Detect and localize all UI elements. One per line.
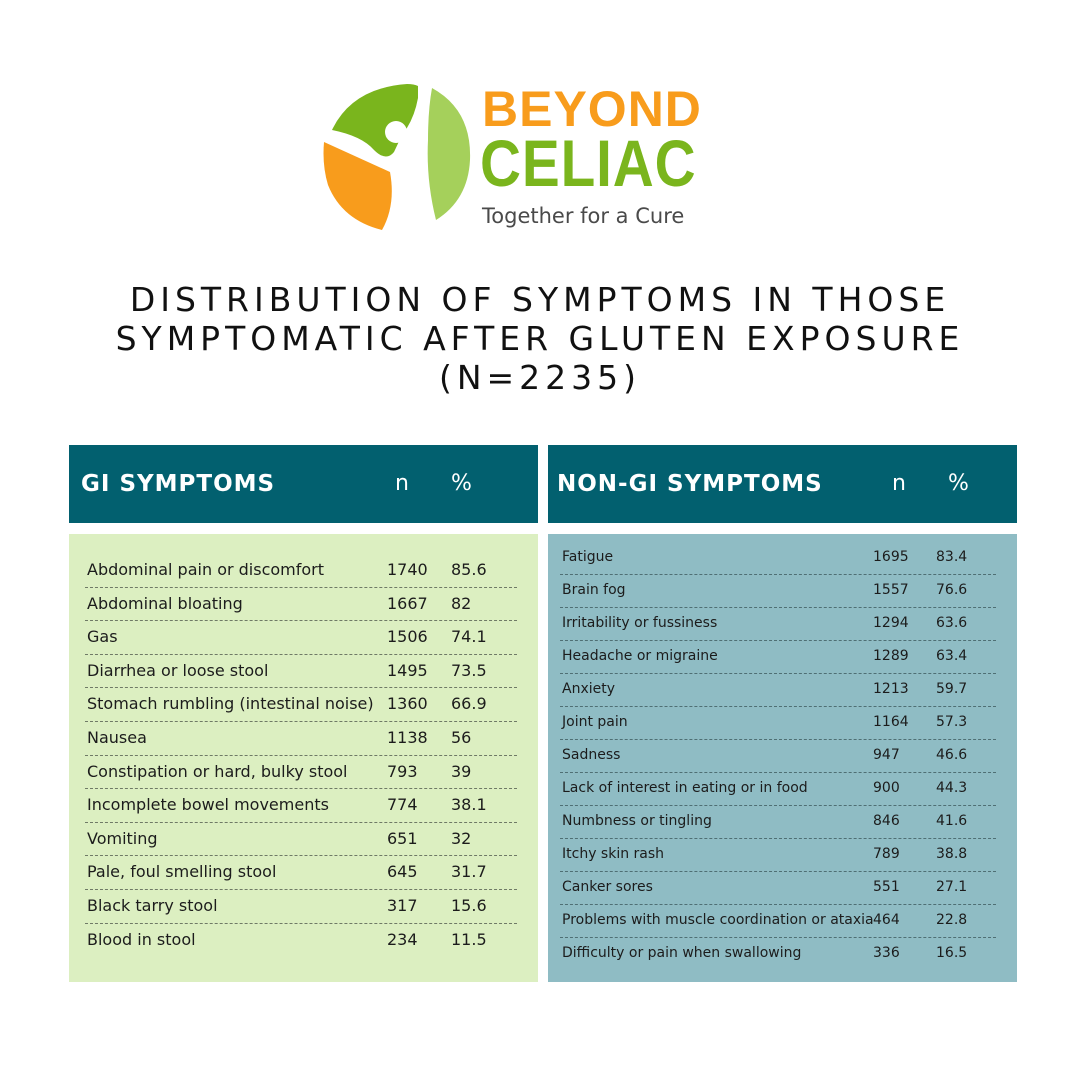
symptom-percent: 16.5	[936, 945, 968, 961]
table-row	[85, 621, 517, 655]
table-row	[560, 905, 996, 938]
symptom-count: 947	[873, 747, 900, 763]
non-gi-n-header: n	[892, 471, 906, 496]
brand-mark-icon	[322, 80, 482, 240]
table-row	[85, 856, 517, 890]
symptom-percent: 44.3	[936, 780, 968, 796]
symptom-name: Stomach rumbling (intestinal noise)	[87, 694, 374, 714]
symptom-count: 1289	[873, 648, 909, 664]
table-row	[560, 806, 996, 839]
symptom-percent: 57.3	[936, 714, 968, 730]
symptom-name: Diarrhea or loose stool	[87, 660, 269, 680]
brand-name-line1: BEYOND	[482, 81, 702, 137]
gi-n-header: n	[395, 471, 409, 496]
gi-pct-header: %	[451, 471, 472, 496]
symptom-count: 774	[387, 795, 418, 815]
symptom-count: 1360	[387, 694, 428, 714]
table-row	[85, 655, 517, 689]
symptom-count: 645	[387, 862, 418, 882]
title-line2: SYMPTOMATIC AFTER GLUTEN EXPOSURE	[115, 319, 965, 358]
symptom-percent: 39	[451, 761, 472, 781]
table-row	[85, 554, 517, 588]
symptom-percent: 31.7	[451, 862, 487, 882]
symptom-percent: 73.5	[451, 660, 487, 680]
symptom-percent: 11.5	[451, 929, 487, 949]
symptom-count: 464	[873, 912, 900, 928]
symptom-percent: 38.1	[451, 795, 487, 815]
symptom-count: 1164	[873, 714, 909, 730]
table-row	[560, 575, 996, 608]
table-row	[85, 588, 517, 622]
symptom-percent: 82	[451, 593, 472, 613]
symptom-count: 1695	[873, 549, 909, 565]
non-gi-table-body	[548, 534, 1017, 982]
table-row	[560, 839, 996, 872]
symptom-count: 317	[387, 896, 418, 915]
symptom-name: Vomiting	[87, 828, 158, 848]
symptom-count: 1506	[387, 627, 428, 647]
symptom-name: Constipation or hard, bulky stool	[87, 761, 348, 781]
symptom-count: 336	[873, 945, 900, 961]
symptom-name: Irritability or fussiness	[562, 615, 718, 631]
symptom-percent: 83.4	[936, 549, 968, 565]
symptom-percent: 66.9	[451, 694, 487, 714]
symptom-percent: 56	[451, 728, 472, 747]
symptom-count: 1740	[387, 560, 428, 579]
symptom-count: 900	[873, 780, 900, 796]
gi-heading: GI SYMPTOMS	[81, 471, 276, 497]
title-line1: DISTRIBUTION OF SYMPTOMS IN THOSE	[129, 280, 951, 319]
symptom-name: Blood in stool	[87, 929, 196, 949]
symptom-name: Problems with muscle coordination or ataxia	[562, 912, 874, 928]
symptom-count: 234	[387, 929, 418, 949]
symptom-percent: 63.6	[936, 615, 968, 631]
gi-table-body	[69, 534, 538, 982]
symptom-percent: 76.6	[936, 582, 968, 598]
table-row	[560, 872, 996, 905]
symptom-percent: 32	[451, 828, 472, 848]
symptom-count: 789	[873, 846, 900, 862]
symptom-name: Gas	[87, 627, 118, 647]
brand-name-line2: CELIAC	[480, 126, 697, 200]
table-row	[85, 756, 517, 790]
symptom-name: Lack of interest in eating or in food	[562, 780, 808, 796]
page-title	[40, 280, 1040, 397]
symptom-name: Brain fog	[562, 582, 626, 598]
symptom-name: Fatigue	[562, 549, 614, 565]
symptom-name: Nausea	[87, 728, 147, 747]
table-row	[560, 608, 996, 641]
table-row	[85, 890, 517, 924]
symptom-percent: 74.1	[451, 627, 487, 647]
symptom-name: Joint pain	[562, 714, 628, 730]
symptom-percent: 41.6	[936, 813, 968, 829]
non-gi-heading: NON-GI SYMPTOMS	[557, 471, 823, 497]
title-line3: (N=2235)	[438, 358, 642, 397]
table-row	[560, 740, 996, 773]
symptom-percent: 15.6	[451, 896, 487, 915]
gi-table-header	[69, 445, 538, 523]
table-row	[560, 773, 996, 806]
symptom-percent: 22.8	[936, 912, 968, 928]
symptom-name: Difficulty or pain when swallowing	[562, 945, 802, 961]
symptom-count: 1294	[873, 615, 909, 631]
symptom-name: Abdominal pain or discomfort	[87, 560, 325, 579]
non-gi-table-header	[548, 445, 1017, 523]
table-row	[85, 823, 517, 857]
symptom-count: 1213	[873, 681, 909, 697]
symptom-count: 793	[387, 761, 418, 781]
table-row	[85, 924, 517, 958]
symptom-count: 1557	[873, 582, 909, 598]
table-row	[560, 641, 996, 674]
symptom-percent: 27.1	[936, 879, 968, 895]
symptom-name: Abdominal bloating	[87, 593, 243, 613]
symptom-count: 1667	[387, 593, 428, 613]
symptom-name: Pale, foul smelling stool	[87, 862, 277, 882]
symptom-count: 551	[873, 879, 900, 895]
symptom-count: 1495	[387, 660, 428, 680]
table-row	[85, 789, 517, 823]
brand-logo	[322, 80, 742, 240]
symptom-name: Anxiety	[562, 681, 616, 697]
symptom-percent: 38.8	[936, 846, 968, 862]
symptom-percent: 85.6	[451, 560, 487, 579]
symptom-count: 651	[387, 828, 418, 848]
symptom-name: Canker sores	[562, 879, 653, 895]
brand-tagline: Together for a Cure	[482, 204, 685, 228]
symptom-percent: 59.7	[936, 681, 968, 697]
table-row	[560, 542, 996, 575]
symptom-count: 1138	[387, 728, 428, 747]
symptom-name: Black tarry stool	[87, 896, 218, 915]
symptom-name: Numbness or tingling	[562, 813, 712, 829]
table-row	[85, 722, 517, 756]
table-row	[85, 688, 517, 722]
table-row	[560, 707, 996, 740]
symptom-percent: 46.6	[936, 747, 968, 763]
symptom-percent: 63.4	[936, 648, 968, 664]
table-row	[560, 938, 996, 971]
table-row	[560, 674, 996, 707]
non-gi-pct-header: %	[948, 471, 969, 496]
symptom-count: 846	[873, 813, 900, 829]
symptom-name: Headache or migraine	[562, 648, 718, 664]
symptom-name: Sadness	[562, 747, 621, 763]
symptom-name: Itchy skin rash	[562, 846, 665, 862]
symptom-name: Incomplete bowel movements	[87, 795, 329, 815]
